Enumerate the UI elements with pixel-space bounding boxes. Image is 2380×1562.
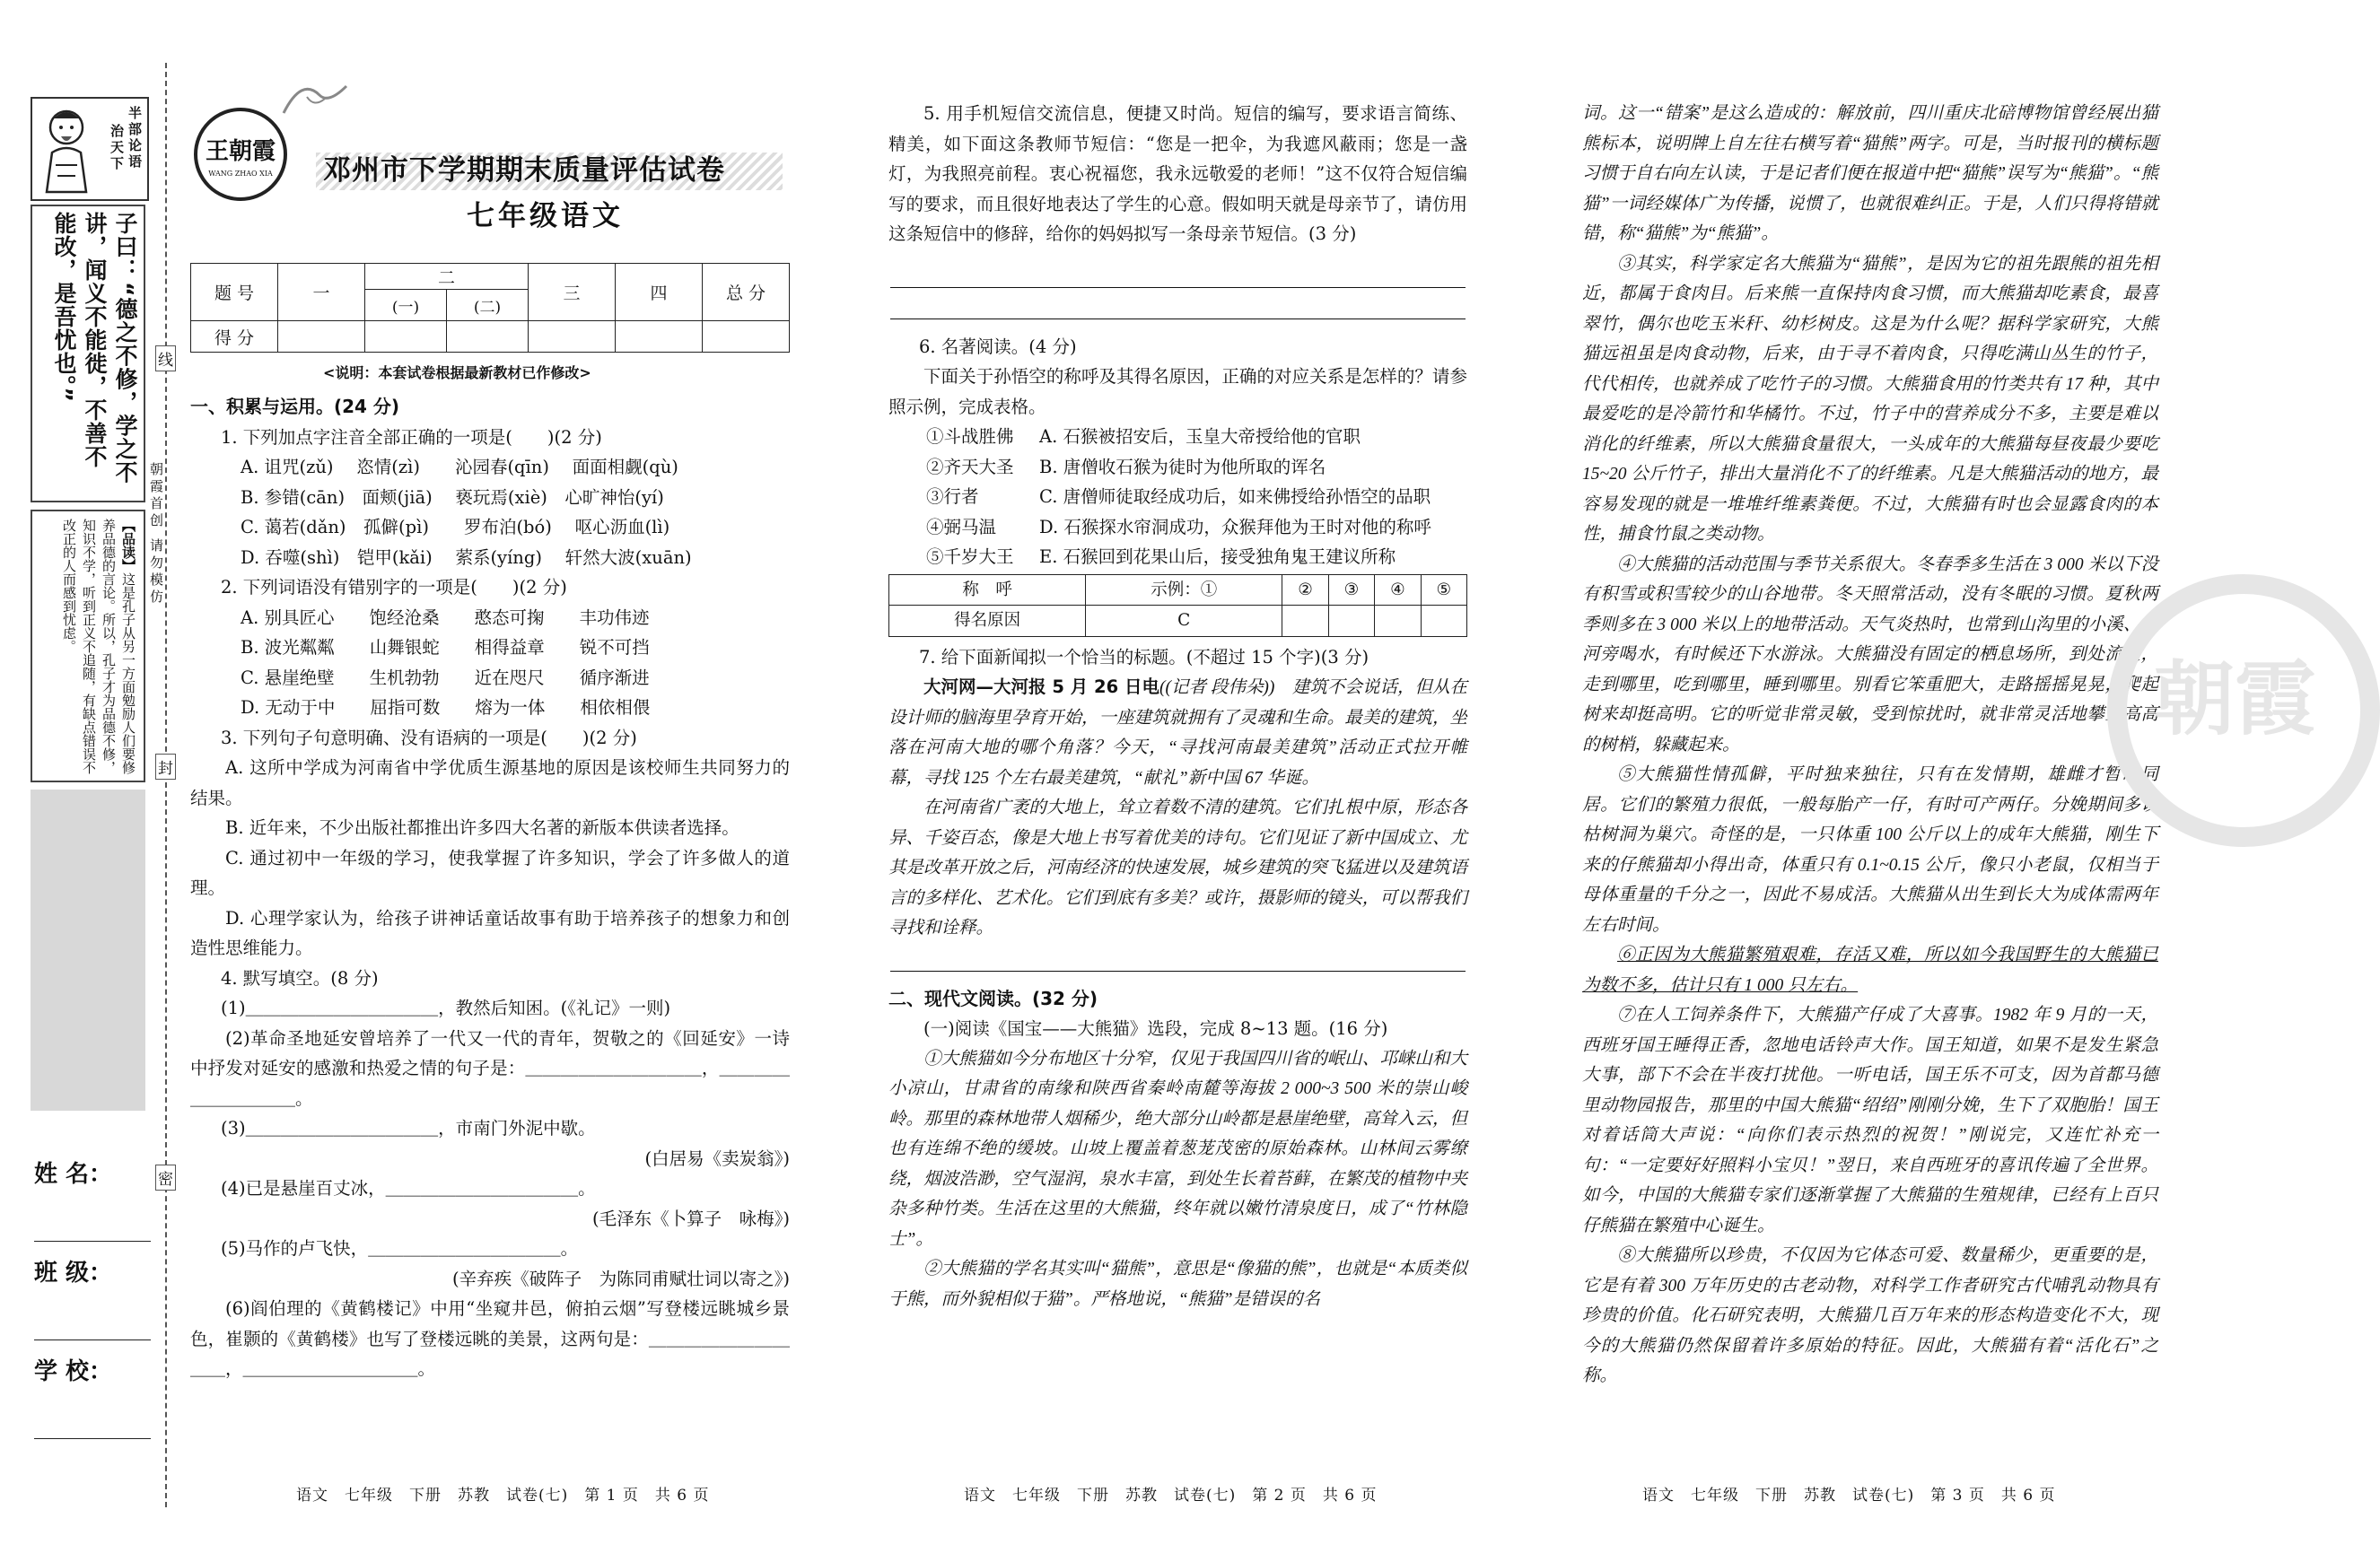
q6-item (926, 452, 1467, 483)
page1-para: (2)革命圣地延安曾培养了一代又一代的青年，贺敬之的《回延安》一诗中抒发对延安的感激和热爱之情的句子是：＿＿＿＿＿＿＿＿＿＿，＿＿＿＿＿＿＿＿＿＿。 (190, 1027, 790, 1109)
q5-answer-line-1[interactable] (890, 249, 1466, 288)
q6-item-reason: D. 石猴探水帘洞成功，众猴拜他为王时对他的称呼 (1039, 516, 1431, 537)
page1-para: (白居易《卖炭翁》) (644, 1148, 790, 1169)
q6-item-name: ④弼马温 (926, 516, 997, 537)
seal-text: 王朝霞 (205, 138, 276, 165)
q6-head: 6. 名著阅读。(4 分) (919, 336, 1077, 357)
q7-reporter: (记者 段伟朵) (1165, 678, 1269, 697)
page1-para: 4. 默写填空。(8 分) (221, 967, 379, 989)
score-col-3: 三 (529, 264, 616, 321)
footer-page-3: 语文 七年级 下册 苏教 试卷(七) 第 3 页 共 6 页 (1642, 1487, 2056, 1505)
q6-table-answer-cell: C (1086, 606, 1282, 637)
q7-dateline: 大河网—大河报 5 月 26 日电 (923, 676, 1159, 697)
q6-table-answer-cell[interactable] (1328, 606, 1374, 637)
page2-column (888, 99, 1467, 1314)
note-text (59, 519, 138, 774)
q5-block (888, 99, 1467, 249)
page1-para: C. 通过初中一年级的学习，使我掌握了许多知识，学会了许多做人的道理。 (190, 847, 790, 898)
class-underline (34, 1287, 151, 1340)
q6-item-reason: E. 石猴回到花果山后，接受独角鬼王建议所称 (1039, 546, 1396, 567)
q6-table (888, 574, 1467, 637)
quote-box (31, 205, 145, 502)
binding-mark-mi: 密 (155, 1165, 176, 1191)
page1-para: D. 心理学家认为，给孩子讲神话童话故事有助于培养孩子的想象力和创造性思维能力。 (190, 907, 790, 958)
page1-para: D. 吞噬(shì) 铠甲(kǎi) 萦系(yíng) 轩然大波(xuān) (241, 546, 692, 568)
watermark (2107, 574, 2380, 847)
q6-table-answer-cell[interactable] (1282, 606, 1328, 637)
score-cell[interactable] (365, 321, 447, 353)
page1-para: B. 近年来，不少出版社都推出许多四大名著的新版本供读者选择。 (225, 817, 739, 838)
note-body: 这是孔子从另一方面勉励人们要修养品德的言论。所以，孔子才为品德不修，知识不学，听到正义不追随，有缺点错误不改正的人而感到忧虑。 (61, 519, 136, 774)
page1-para: (辛弃疾《破阵子 为陈同甫赋壮词以寄之》) (452, 1268, 790, 1289)
score-cell[interactable] (703, 321, 790, 353)
class-label: 班 级： (34, 1260, 113, 1287)
page3-para: ⑤大熊猫性情孤僻，平时独来独往，只有在发情期，雄雌才暂时同居。它们的繁殖力很低，一般每胎产一仔，有时可产两仔。分娩期间多以枯树洞为巢穴。奇怪的是，一只体重 100 公斤以上的成年大熊猫，刚生下来的仔熊猫却小得出奇，体重只有 0.1~0.15 公斤，像只小老鼠，仅相当于母体重量的千分之一，因此不易成活。大熊猫从出生到长大为成体需两年左右时间。 (1582, 765, 2158, 935)
score-cell[interactable] (616, 321, 703, 353)
page1-para: (6)阎伯理的《黄鹤楼记》中用“坐窥井邑，俯拍云烟”写登楼远眺城乡景色，崔颢的《黄鹤楼》也写了登楼远眺的美景，这两句是：＿＿＿＿＿＿＿＿＿＿，＿＿＿＿＿＿＿＿＿＿。 (190, 1298, 790, 1379)
score-header-label: 题 号 (191, 264, 278, 321)
panda-p2: ②大熊猫的学名其实叫“猫熊”，意思是“像猫的熊”，也就是“本质类似于熊，而外貌相似于猫”。严格地说，“熊猫”是错误的名 (888, 1260, 1467, 1309)
page1-para: B. 参错(cān) 面颊(jiā) 亵玩焉(xiè) 心旷神怡(yí) (241, 486, 664, 508)
page1-para: A. 别具匠心 饱经沧桑 憨态可掬 丰功伟迹 (241, 606, 650, 628)
q6-item-reason: B. 唐僧收石猴为徒时为他所取的诨名 (1039, 456, 1326, 477)
footer-page-1: 语文 七年级 下册 苏教 试卷(七) 第 1 页 共 6 页 (296, 1487, 710, 1505)
page1-column (190, 392, 790, 1384)
confucius-quote: 子曰：“德之不修，学之不讲，闻义不能徙，不善不能改，是吾忧也。” (51, 212, 138, 484)
q6-items (888, 422, 1467, 572)
score-cell[interactable] (529, 321, 616, 353)
note-line: <说明：本套试卷根据最新教材已作修改> (323, 364, 591, 381)
q7-head: 7. 给下面新闻拟一个恰当的标题。(不超过 15 个字)(3 分) (919, 646, 1369, 668)
q6-item-name: ⑤千岁大王 (926, 546, 1014, 567)
q6-item (926, 512, 1467, 543)
sidebar-logo (31, 97, 149, 201)
page3-para: 词。这一“错案”是这么造成的：解放前，四川重庆北碚博物馆曾经展出猫熊标本，说明牌上自左往右横写着“猫熊”两字。可是，当时报刊的横标题习惯于自右向左认读，于是记者们便在报道中把“猫熊”误写为“熊猫”。“熊猫”一词经媒体广为传播，说惯了，也就很难纠正。于是，人们只得将错就错，称“猫熊”为“熊猫”。 (1582, 104, 2158, 243)
binding-line (165, 63, 167, 1507)
page1-para: (毛泽东《卜算子 咏梅》) (592, 1208, 790, 1229)
q6-table-answer-cell[interactable] (1375, 606, 1421, 637)
page-title: 邓州市下学期期末质量评估试卷 (323, 154, 725, 187)
score-col-4: 四 (616, 264, 703, 321)
score-row-label: 得 分 (191, 321, 278, 353)
q6-item-name: ②齐天大圣 (926, 456, 1014, 477)
page1-para: (1)＿＿＿＿＿＿＿＿＿＿＿，教然后知困。(《礼记》一则) (221, 998, 671, 1018)
brand-seal (194, 108, 287, 201)
sidebar-gray-strip (31, 790, 145, 1111)
score-sub-2: (二) (447, 290, 529, 321)
q6-item (926, 542, 1467, 572)
page3-column (1582, 99, 2158, 1392)
binding-mark-feng: 封 (155, 754, 176, 780)
name-label: 姓 名： (34, 1161, 113, 1188)
name-field[interactable] (34, 1156, 151, 1242)
logo-line-1: 半部论语 (127, 106, 143, 170)
q6-item-name: ①斗战胜佛 (926, 426, 1014, 447)
page1-para: C. 蔼若(dǎn) 孤僻(pì) 罗布泊(bó) 呕心沥血(lì) (241, 517, 670, 537)
score-col-2: 二 (365, 264, 529, 290)
q6-table-answer-cell: 得名原因 (889, 606, 1086, 637)
q6-table-header-cell: 称 呼 (889, 574, 1086, 606)
q6-item-name: ③行者 (926, 486, 979, 507)
page3-para: ⑦在人工饲养条件下，大熊猫产仔成了大喜事。1982 年 9 月的一天，西班牙国王睡得正香，忽地电话铃声大作。国王知道，如果不是发生紧急大事，部下不会在半夜打扰他。一听电话，国王乐不可支，因为首都马德里动物园报告，那里的中国大熊猫“绍绍”刚刚分娩，生下了双胞胎！国王对着话筒大声说：“向你们表示热烈的祝贺！”刚说完，又连忙补充一句：“一定要好好照料小宝贝！”翌日，来自西班牙的喜讯传遍了全世界。如今，中国的大熊猫专家们逐渐掌握了大熊猫的生殖规律，已经有上百只仔熊猫在繁殖中心诞生。 (1582, 1006, 2158, 1235)
page3-para: ⑥正因为大熊猫繁殖艰难，存活又难，所以如今我国野生的大熊猫已为数不多，估计只有 1 000 只左右。 (1582, 946, 2158, 995)
q6-table-answer-cell[interactable] (1421, 606, 1466, 637)
binding-mark-xian: 线 (155, 345, 176, 371)
panda-p1: ①大熊猫如今分布地区十分窄，仅见于我国四川省的岷山、邛崃山和大小凉山，甘肃省的南缘和陕西省秦岭南麓等海拔 2 000~3 500 米的崇山峻岭。那里的森林地带人烟稀少，绝大部分山岭都是悬崖绝壁，高耸入云，但也有连绵不绝的缓坡。山坡上覆盖着葱茏茂密的原始森林。山林间云雾缭绕，烟波浩渺，空气湿润，泉水丰富，到处生长着苔藓，在繁茂的植物中夹杂多种竹类。生活在这里的大熊猫，终年就以嫩竹清泉度日，成了“竹林隐士”。 (888, 1049, 1467, 1249)
name-underline (34, 1189, 151, 1242)
page1-para: (3)＿＿＿＿＿＿＿＿＿＿＿，市南门外泥中歇。 (221, 1118, 596, 1139)
confucius-figure-icon (34, 102, 99, 196)
q5-answer-line-2[interactable] (890, 288, 1466, 319)
q6-intro: 下面关于孙悟空的称呼及其得名原因，正确的对应关系是怎样的？请参照示例，完成表格。 (888, 366, 1467, 417)
section-2-intro: (一)阅读《国宝——大熊猫》选段，完成 8~13 题。(16 分) (923, 1018, 1388, 1039)
class-field[interactable] (34, 1254, 151, 1340)
school-underline (34, 1386, 151, 1439)
page1-para: C. 悬崖绝壁 生机勃勃 近在咫尺 循序渐进 (241, 667, 650, 688)
footer-page-2: 语文 七年级 下册 苏教 试卷(七) 第 2 页 共 6 页 (964, 1487, 1378, 1505)
q6-item-reason: A. 石猴被招安后，玉皇大帝授给他的官职 (1039, 426, 1361, 447)
score-col-total: 总 分 (703, 264, 790, 321)
q7-p1: 建筑不会说话，但从在设计师的脑海里孕育开始，一座建筑就拥有了灵魂和生命。最美的建筑，坐落在河南大地的哪个角落？今天，“寻找河南最美建筑”活动正式拉开帷幕，寻找 125 个左右最美建筑，“献礼”新中国 67 华诞。 (888, 678, 1467, 788)
page1-para: D. 无动于中 屈指可数 熔为一体 相依相偎 (241, 697, 651, 718)
sidebar (31, 97, 145, 1111)
note-box (31, 510, 145, 782)
q7-p2: 在河南省广袤的大地上，耸立着数不清的建筑。它们扎根中原，形态各异、千姿百态，像是大地上书写着优美的诗句。它们见证了新中国成立、尤其是改革开放之后，河南经济的快速发展，城乡建筑的突飞猛进以及建筑语言的多样化、艺术化。它们到底有多美？或许，摄影师的镜头，可以帮我们寻找和诠释。 (888, 798, 1467, 938)
page1-para: B. 波光粼粼 山舞银蛇 相得益章 锐不可挡 (241, 637, 650, 658)
page-subtitle: 七年级语文 (467, 200, 624, 232)
school-field[interactable] (34, 1353, 151, 1439)
q7-news: 大河网—大河报 5 月 26 日电((记者 段伟朵)) 建筑不会说话，但从在设计师的脑海里孕育开始，一座建筑就拥有了灵魂和生命。最美的建筑，坐落在河南大地的哪个角落？今天，“寻找河南最美建筑”活动正式拉开帷幕，寻找 125 个左右最美建筑，“献礼”新中国 67 华诞。 在河南省广袤的大地上，耸立着数不清的建筑。它们扎根中原，形态各异、千姿百态，像是大地上书写着优美的诗句。它们见证了新中国成立、尤其是改革开放之后，河南经济的快速发展，城乡建筑的突飞猛进以及建筑语言的多样化、艺术化。它们到底有多美？或许，摄影师的镜头，可以帮我们寻找和诠释。 (888, 672, 1467, 944)
score-table (190, 263, 790, 353)
ribbon-decoration-icon (275, 77, 355, 131)
q6-table-header-cell: ② (1282, 574, 1328, 606)
score-cell[interactable] (447, 321, 529, 353)
q6-table-header-cell: 示例：① (1086, 574, 1282, 606)
page1-para: 一、积累与运用。(24 分) (190, 396, 400, 417)
page1-para: A. 这所中学成为河南省中学优质生源基地的原因是该校师生共同努力的结果。 (190, 757, 790, 808)
note-label: 【品读】 (120, 519, 136, 572)
q6-table-header-cell: ④ (1375, 574, 1421, 606)
score-cell[interactable] (278, 321, 365, 353)
page1-para: A. 诅咒(zǔ) 恣情(zì) 沁园春(qīn) 面面相觑(qù) (241, 457, 678, 477)
page1-para: (4)已是悬崖百丈冰，＿＿＿＿＿＿＿＿＿＿＿。 (221, 1178, 596, 1199)
page1-para: 1. 下列加点字注音全部正确的一项是( )(2 分) (221, 426, 602, 448)
score-sub-1: (一) (365, 290, 447, 321)
q6-table-header-cell: ⑤ (1421, 574, 1466, 606)
page2-para: 5. 用手机短信交流信息，便捷又时尚。短信的编写，要求语言简练、精美，如下面这条教师节短信：“您是一把伞，为我遮风蔽雨；您是一盏灯，为我照亮前程。衷心祝福您，我永远敬爱的老师！”这不仅符合短信编写的要求，而且很好地表达了学生的心意。假如明天就是母亲节了，请仿用这条短信中的修辞，给你的妈妈拟写一条母亲节短信。(3 分) (888, 103, 1467, 244)
watermark-text: 朝霞 (2154, 651, 2315, 746)
logo-line-2: 治天下 (109, 124, 125, 172)
page3-para: ③其实，科学家定名大熊猫为“猫熊”，是因为它的祖先跟熊的祖先相近，都属于食肉目。后来熊一直保持肉食习惯，而大熊猫却吃素食，最喜翠竹，偶尔也吃玉米秆、幼杉树皮。这是为什么呢？据科学家研究，大熊猫远祖虽是肉食动物，后来，由于寻不着肉食，只得吃满山丛生的竹子，代代相传，也就养成了吃竹子的习惯。大熊猫食用的竹类共有 17 种，其中最爱吃的是冷箭竹和华橘竹。不过，竹子中的营养成分不多，主要是难以消化的纤维素，所以大熊猫食量很大，一头成年的大熊猫每昼夜最少要吃 15~20 公斤竹子，排出大量消化不了的纤维素。凡是大熊猫活动的地方，最容易发现的就是一堆堆纤维素粪便。不过，大熊猫有时也会显露食肉的本性，捕食竹鼠之类动物。 (1582, 254, 2158, 544)
score-col-1: 一 (278, 264, 365, 321)
page1-para: 3. 下列句子句意明确、没有语病的一项是( )(2 分) (221, 727, 637, 748)
q6-table-header-cell: ③ (1328, 574, 1374, 606)
q6-item (926, 422, 1467, 452)
page3-para: ⑧大熊猫所以珍贵，不仅因为它体态可爱、数量稀少，更重要的是，它是有着 300 万年历史的古老动物，对科学工作者研究古代哺乳动物具有珍贵的价值。化石研究表明，大熊猫几百万年来的形态构造变化不大，现今的大熊猫仍然保留着许多原始的特征。因此，大熊猫有着“活化石”之称。 (1582, 1246, 2158, 1385)
q6-item-reason: C. 唐僧师徒取经成功后，如来佛授给孙悟空的品职 (1039, 486, 1431, 507)
page3-para: ④大熊猫的活动范围与季节关系很大。冬春季多生活在 3 000 米以下没有积雪或积雪较少的山谷地带。冬天照常活动，没有冬眠的习惯。夏秋两季则多在 3 000 米以上的地带活动。天气炎热时，也常到山沟里的小溪、小河旁喝水，有时候还下水游泳。大熊猫没有固定的栖息场所，到处流浪，走到哪里，吃到哪里，睡到哪里。别看它笨重肥大，走路摇摇晃晃，爬起树来却挺高明。它的听觉非常灵敏，受到惊扰时，就非常灵活地攀上高高的树梢，躲藏起来。 (1582, 554, 2158, 755)
school-label: 学 校： (34, 1358, 113, 1385)
page1-para: 2. 下列词语没有错别字的一项是( )(2 分) (221, 577, 567, 598)
page1-para: (5)马作的卢飞快，＿＿＿＿＿＿＿＿＿＿＿。 (221, 1238, 579, 1259)
q7-answer-line[interactable] (890, 944, 1466, 972)
seal-sub: WANG ZHAO XIA (208, 170, 273, 178)
binding-text: 朝霞首创 请勿模仿 (148, 462, 164, 606)
q6-item (926, 482, 1467, 512)
section-2-head: 二、现代文阅读。(32 分) (888, 987, 1098, 1009)
